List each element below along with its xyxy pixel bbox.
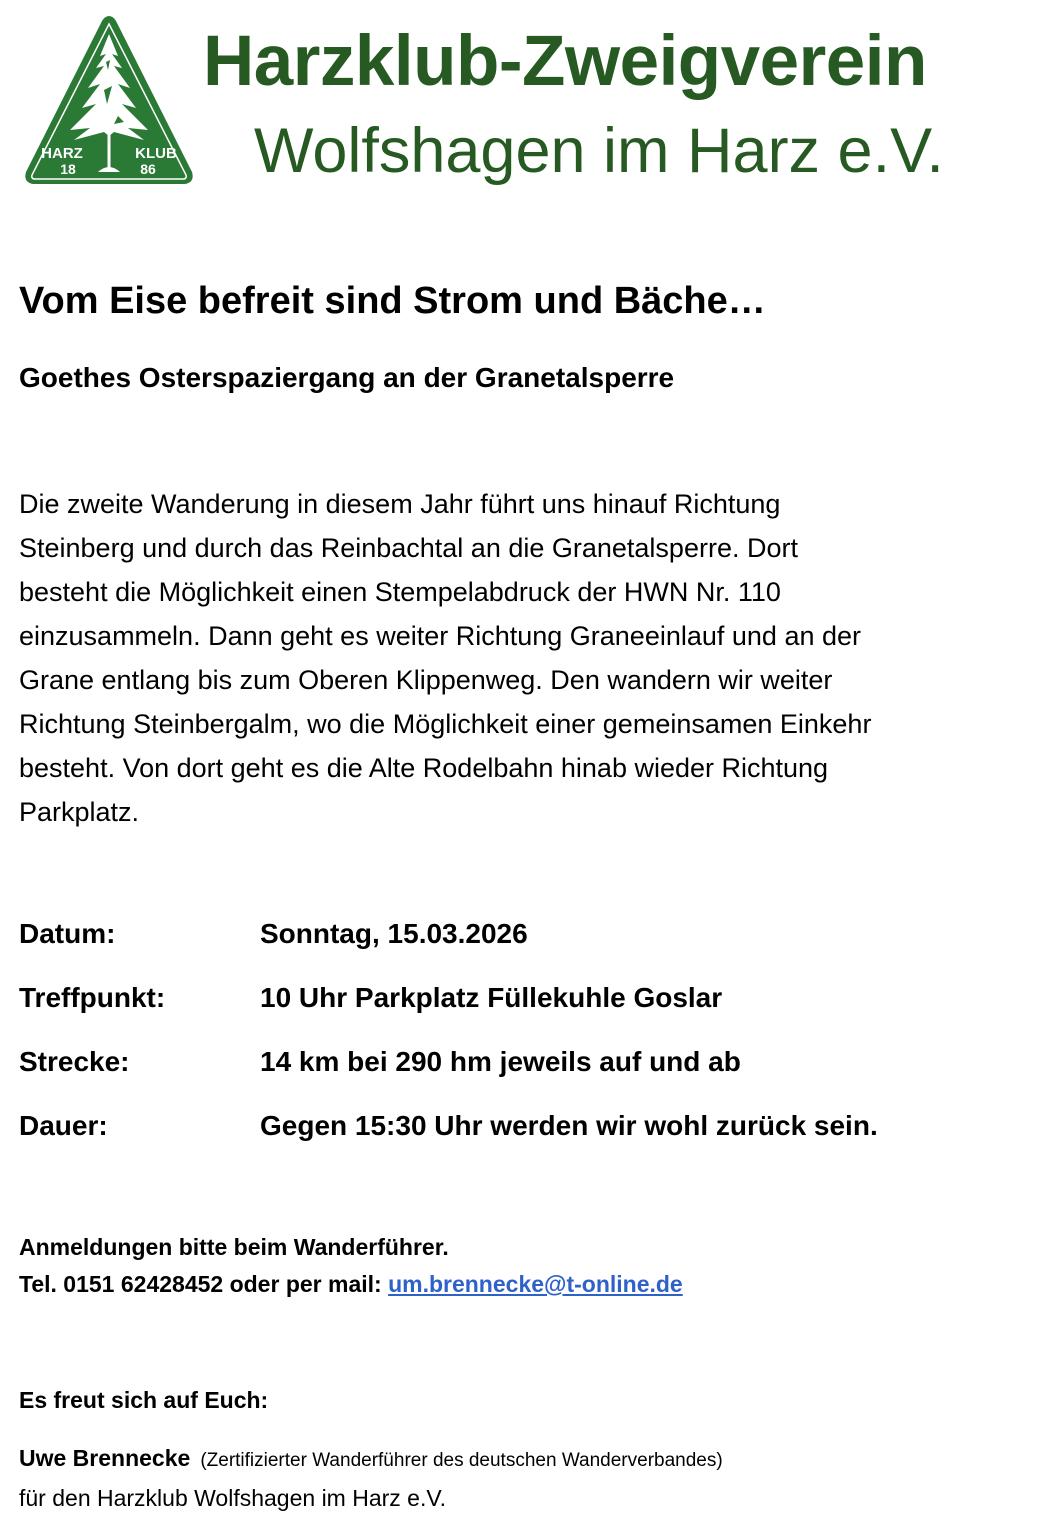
svg-text:HARZ: HARZ <box>41 145 83 162</box>
event-headline: Vom Eise befreit sind Strom und Bäche… <box>19 280 766 322</box>
description-line: Die zweite Wanderung in diesem Jahr führt uns hinauf Richtung <box>19 489 781 519</box>
detail-value: 10 Uhr Parkplatz Füllekuhle Goslar <box>260 982 723 1013</box>
event-description <box>19 482 1049 834</box>
signature-line <box>19 1440 723 1480</box>
svg-text:86: 86 <box>140 161 156 177</box>
svg-text:18: 18 <box>60 161 76 177</box>
description-line: einzusammeln. Dann geht es weiter Richtung Graneeinlauf und an der <box>19 621 861 651</box>
description-line: Grane entlang bis zum Oberen Klippenweg. Den wandern wir weiter <box>19 665 833 695</box>
signature-org: für den Harzklub Wolfshagen im Harz e.V. <box>19 1485 446 1511</box>
signature <box>19 1440 723 1517</box>
detail-value: 14 km bei 290 hm jeweils auf und ab <box>260 1046 741 1077</box>
description-line: Richtung Steinbergalm, wo die Möglichkeit einer gemeinsamen Einkehr <box>19 709 872 739</box>
org-title-line2: Wolfshagen im Harz e.V. <box>254 116 944 186</box>
detail-row-strecke <box>19 1040 1049 1104</box>
email-link[interactable]: um.brennecke@t-online.de <box>388 1271 683 1297</box>
detail-value: Sonntag, 15.03.2026 <box>260 918 528 949</box>
description-line: besteht die Möglichkeit einen Stempelabdruck der HWN Nr. 110 <box>19 577 781 607</box>
detail-row-dauer <box>19 1104 1049 1168</box>
detail-value: Gegen 15:30 Uhr werden wir wohl zurück sein. <box>260 1110 878 1141</box>
registration-contact <box>19 1229 683 1303</box>
greeting: Es freut sich auf Euch: <box>19 1387 269 1413</box>
tree-triangle-logo-icon <box>22 12 196 188</box>
contact-line <box>19 1266 683 1303</box>
description-line: Steinberg und durch das Reinbachtal an die Granetalsperre. Dort <box>19 533 798 563</box>
org-title-line1: Harzklub-Zweigverein <box>203 22 927 101</box>
event-subheadline: Goethes Osterspaziergang an der Granetalsperre <box>19 362 675 393</box>
description-line: besteht. Von dort geht es die Alte Rodelbahn hinab wieder Richtung <box>19 753 829 783</box>
description-line: Parkplatz. <box>19 797 140 827</box>
event-details <box>19 912 1049 1168</box>
registration-note: Anmeldungen bitte beim Wanderführer. <box>19 1234 449 1260</box>
detail-label: Datum: <box>19 918 116 949</box>
svg-text:KLUB: KLUB <box>135 145 177 162</box>
detail-label: Dauer: <box>19 1110 108 1141</box>
phone-text: Tel. 0151 62428452 oder per mail: <box>19 1271 389 1297</box>
detail-label: Strecke: <box>19 1046 130 1077</box>
signature-name: Uwe Brennecke <box>19 1445 191 1471</box>
harzklub-logo <box>22 12 196 188</box>
detail-row-treffpunkt <box>19 976 1049 1040</box>
detail-row-datum <box>19 912 1049 976</box>
signature-credential: (Zertifizierter Wanderführer des deutschen Wanderverbandes) <box>200 1450 723 1471</box>
detail-label: Treffpunkt: <box>19 982 166 1013</box>
